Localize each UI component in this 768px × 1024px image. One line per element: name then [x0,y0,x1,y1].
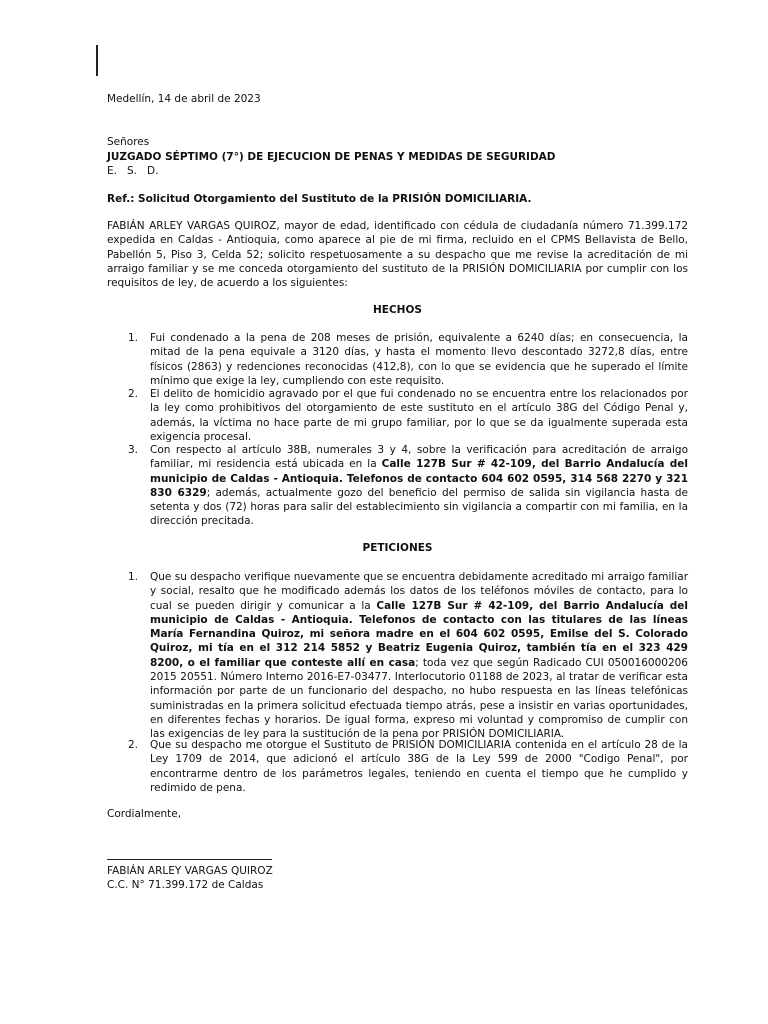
peticiones-item-1-number: 1. [128,571,139,583]
hechos-item-1-number: 1. [128,332,139,344]
hechos-item-2-number: 2. [128,388,139,400]
hechos-item-2: El delito de homicidio agravado por el que fui condenado no se encuentra entre los relacionados por la ley como prohibitivos del otorgamiento de este sustituto en el artículo 38G del Código Penal y, además, la víctima no hace parte de mi grupo familiar, por lo que se da igualmente superada esta exigencia procesal. [150,388,688,443]
hechos-item-1: Fui condenado a la pena de 208 meses de prisión, equivalente a 6240 días; en consecuencia, la mitad de la pena equivale a 3120 días, y hasta el momento llevo descontado 3272,8 días, entre físicos (2863) y redenciones reconocidas (412,8), con lo que se evidencia que he superado el límite mínimo que exige la ley, cumpliendo con este requisito. [150,332,688,387]
salutation: Señores [107,136,150,148]
hechos-item-3-address: Calle 127B Sur # 42-109, del Barrio Andalucía del municipio de Caldas - Antioquia. Telefonos de contacto 604 602 0595, 314 568 2270 y 321 830 6329 [150,458,688,499]
hechos-item-3-text-b: ; además, actualmente gozo del beneficio del permiso de salida sin vigilancia hasta de setenta y dos (72) horas para salir del establecimiento sin vigilancia a compartir con mi familia, en la dirección precitada. [150,486,689,528]
court-name: JUZGADO SÉPTIMO (7°) DE EJECUCION DE PENAS Y MEDIDAS DE SEGURIDAD [107,151,556,163]
closing: Cordialmente, [107,808,182,820]
peticiones-item-1-text-b: ; toda vez que según Radicado CUI 050016000206 2015 20551. Número Interno 2016-E7-03477. Interlocutorio 01188 de 2023, al tratar de verificar esta información por parte de un funcionario del despacho, no hubo respuesta en las líneas telefónicas suministradas en la primera solicitud efectuada tiempo atrás, pese a insistir en varias oportunidades, en diferentes fechas y horarios. De igual forma, expreso mi voluntad y compromiso de cumplir con las exigencias de ley para la sustitución de la pena por PRISIÓN DOMICILIARIA. [150,656,688,741]
peticiones-title: PETICIONES [362,542,433,554]
place-date: Medellín, 14 de abril de 2023 [107,93,261,105]
peticiones-item-1-contacts: Calle 127B Sur # 42-109, del Barrio Andalucía del municipio de Caldas - Antioquia. Telefonos de contacto con las titulares de las líneas María Fernandina Quiroz, mi señora madre en el 604 602 0595, Emilse del S. Colorado Quiroz, mi tía en el 312 214 5852 y Beatriz Eugenia Quiroz, también tía en el 323 429 8200, o el familiar que conteste allí en casa [150,599,688,669]
peticiones-item-1 [150,570,688,742]
signature-name: FABIÁN ARLEY VARGAS QUIROZ [107,865,273,877]
hechos-item-3 [150,443,688,529]
text-cursor [96,45,98,76]
signature-line [107,859,272,860]
peticiones-item-1-text-a: Que su despacho verifique nuevamente que se encuentra debidamente acreditado mi arraigo familiar y social, resalto que he modificado además los datos de los teléfonos móviles de contacto, para lo cual se pueden dirigir y comunicar a la [150,571,689,612]
intro-paragraph: FABIÁN ARLEY VARGAS QUIROZ, mayor de edad, identificado con cédula de ciudadanía número 71.399.172 expedida en Caldas - Antioquia, como aparece al pie de mi firma, recluido en el CPMS Bellavista de Bello, Pabellón 5, Piso 3, Celda 52; solicito respetuosamente a su despacho que me revise la acreditación de mi arraigo familiar y se me conceda otorgamiento del sustituto de la PRISIÓN DOMICILIARIA por cumplir con los requisitos de ley, de acuerdo a los siguientes: [107,220,688,290]
peticiones-item-2: Que su despacho me otorgue el Sustituto de PRISIÓN DOMICILIARIA contenida en el artículo 28 de la Ley 1709 de 2014, que adicionó el artículo 38G de la Ley 599 de 2000 "Codigo Penal", por encontrarme dentro de los parámetros legales, teniendo en cuenta el tiempo que he cumplido y redimido de pena. [150,739,688,794]
reference: Ref.: Solicitud Otorgamiento del Sustituto de la PRISIÓN DOMICILIARIA. [107,193,532,205]
hechos-item-3-text-a: Con respecto al artículo 38B, numerales 3 y 4, sobre la verificación para acreditación de arraigo familiar, mi residencia está ubicada en la [150,444,688,471]
peticiones-item-2-number: 2. [128,739,139,751]
esd: E. S. D. [107,165,159,177]
hechos-title: HECHOS [373,304,422,316]
hechos-item-3-number: 3. [128,444,139,456]
signature-id: C.C. N° 71.399.172 de Caldas [107,879,264,891]
